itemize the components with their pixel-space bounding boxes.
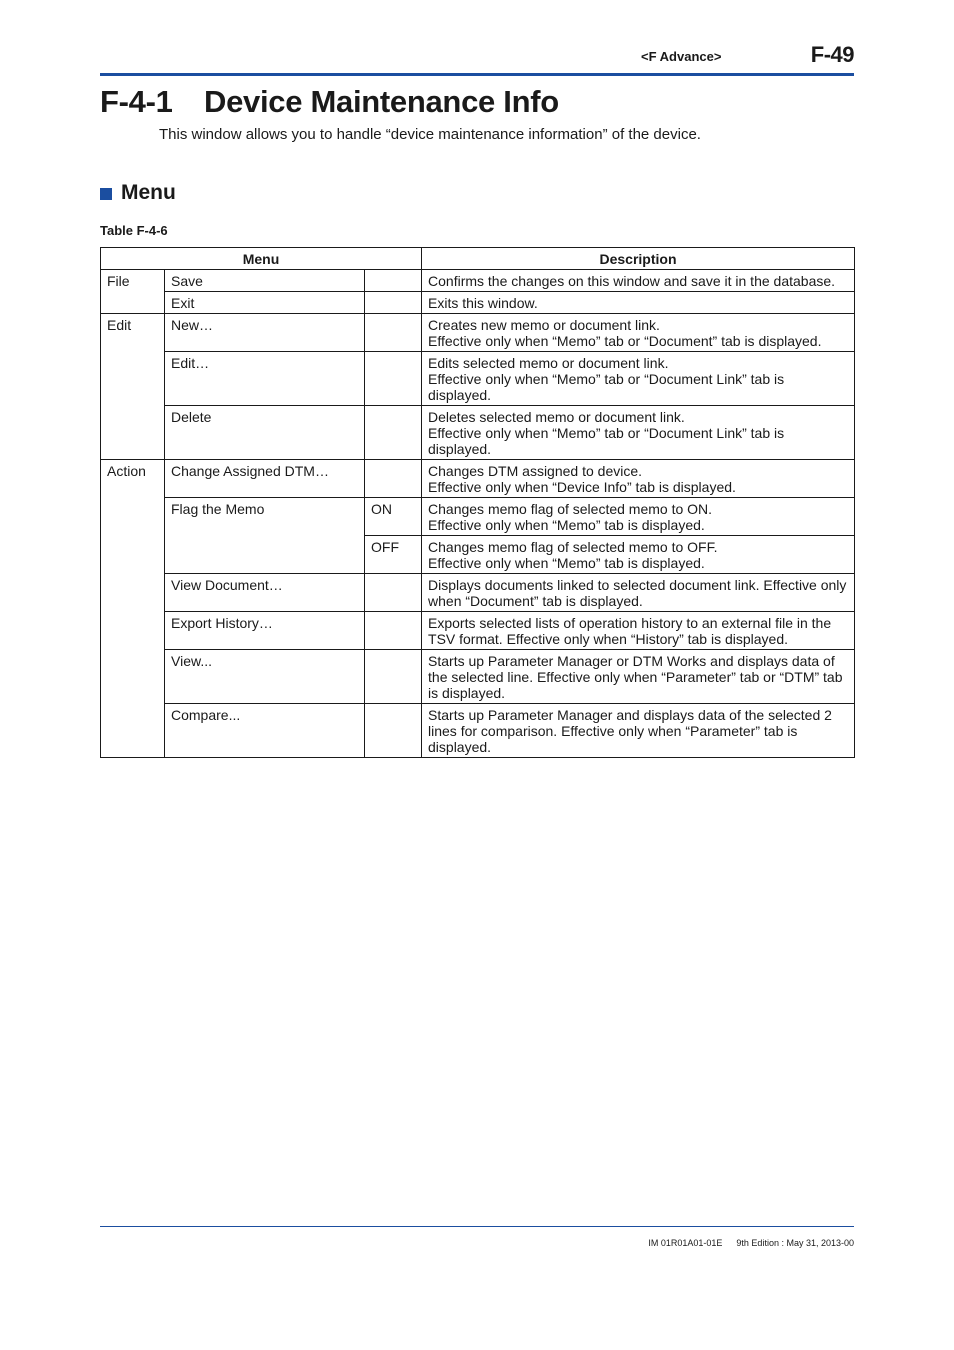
footer-edition: 9th Edition : May 31, 2013-00 bbox=[736, 1238, 854, 1248]
menu-item-cell: New… bbox=[165, 314, 365, 352]
menu-column-header: Menu bbox=[101, 248, 422, 270]
menu-item-cell: Compare... bbox=[165, 704, 365, 758]
section-heading-text: Menu bbox=[121, 181, 176, 204]
table-row bbox=[101, 498, 855, 536]
menu-item-cell: Exit bbox=[165, 292, 365, 314]
table-body bbox=[101, 270, 855, 758]
description-cell: Changes memo flag of selected memo to OFF. Effective only when “Memo” tab is displayed. bbox=[422, 536, 855, 574]
table-header-row bbox=[101, 248, 855, 270]
menu-group-cell: Edit bbox=[101, 314, 165, 460]
description-cell: Changes DTM assigned to device. Effective only when “Device Info” tab is displayed. bbox=[422, 460, 855, 498]
menu-option-cell bbox=[365, 704, 422, 758]
table-row bbox=[101, 574, 855, 612]
description-cell: Starts up Parameter Manager and displays data of the selected 2 lines for comparison. Effective only when “Parameter” tab is displayed. bbox=[422, 704, 855, 758]
description-cell: Starts up Parameter Manager or DTM Works and displays data of the selected line. Effective only when “Parameter” tab or “DTM” tab is displayed. bbox=[422, 650, 855, 704]
description-cell: Changes memo flag of selected memo to ON. Effective only when “Memo” tab is displayed. bbox=[422, 498, 855, 536]
description-cell: Displays documents linked to selected document link. Effective only when “Document” tab is displayed. bbox=[422, 574, 855, 612]
table-row bbox=[101, 352, 855, 406]
menu-option-cell bbox=[365, 292, 422, 314]
menu-option-cell bbox=[365, 460, 422, 498]
menu-item-cell: Flag the Memo bbox=[165, 498, 365, 574]
description-cell: Exits this window. bbox=[422, 292, 855, 314]
square-bullet-icon bbox=[100, 188, 112, 200]
menu-option-cell bbox=[365, 650, 422, 704]
description-cell: Confirms the changes on this window and save it in the database. bbox=[422, 270, 855, 292]
description-cell: Creates new memo or document link. Effective only when “Memo” tab or “Document” tab is displayed. bbox=[422, 314, 855, 352]
menu-item-cell: Export History… bbox=[165, 612, 365, 650]
menu-option-cell: OFF bbox=[365, 536, 422, 574]
description-cell: Edits selected memo or document link. Effective only when “Memo” tab or “Document Link” tab is displayed. bbox=[422, 352, 855, 406]
table-row bbox=[101, 612, 855, 650]
menu-group-cell: File bbox=[101, 270, 165, 314]
section-heading bbox=[100, 181, 176, 205]
table-row bbox=[101, 270, 855, 292]
table-row bbox=[101, 460, 855, 498]
menu-group-cell: Action bbox=[101, 460, 165, 758]
page-number: F-49 bbox=[810, 42, 854, 67]
running-header-section: <F Advance> bbox=[641, 49, 722, 64]
table-caption: Table F-4-6 bbox=[100, 223, 168, 238]
table-row bbox=[101, 314, 855, 352]
menu-item-cell: Edit… bbox=[165, 352, 365, 406]
menu-item-cell: Change Assigned DTM… bbox=[165, 460, 365, 498]
table-row bbox=[101, 650, 855, 704]
menu-option-cell bbox=[365, 314, 422, 352]
description-column-header: Description bbox=[422, 248, 855, 270]
menu-item-cell: Delete bbox=[165, 406, 365, 460]
footer-rule bbox=[100, 1226, 854, 1227]
description-cell: Deletes selected memo or document link. Effective only when “Memo” tab or “Document Link” tab is displayed. bbox=[422, 406, 855, 460]
menu-option-cell bbox=[365, 406, 422, 460]
menu-option-cell bbox=[365, 612, 422, 650]
menu-option-cell bbox=[365, 574, 422, 612]
footer bbox=[648, 1238, 854, 1248]
title-text: Device Maintenance Info bbox=[204, 84, 559, 119]
page-title bbox=[100, 84, 559, 120]
menu-table bbox=[100, 247, 855, 758]
menu-option-cell bbox=[365, 270, 422, 292]
menu-option-cell: ON bbox=[365, 498, 422, 536]
table-row bbox=[101, 704, 855, 758]
table-row bbox=[101, 406, 855, 460]
table-row bbox=[101, 292, 855, 314]
header-rule bbox=[100, 73, 854, 76]
intro-paragraph: This window allows you to handle “device maintenance information” of the device. bbox=[159, 126, 701, 143]
description-cell: Exports selected lists of operation history to an external file in the TSV format. Effective only when “History” tab is displayed. bbox=[422, 612, 855, 650]
menu-item-cell: View... bbox=[165, 650, 365, 704]
title-number: F-4-1 bbox=[100, 84, 173, 119]
menu-item-cell: Save bbox=[165, 270, 365, 292]
menu-item-cell: View Document… bbox=[165, 574, 365, 612]
menu-option-cell bbox=[365, 352, 422, 406]
footer-doc-id: IM 01R01A01-01E bbox=[648, 1238, 723, 1248]
